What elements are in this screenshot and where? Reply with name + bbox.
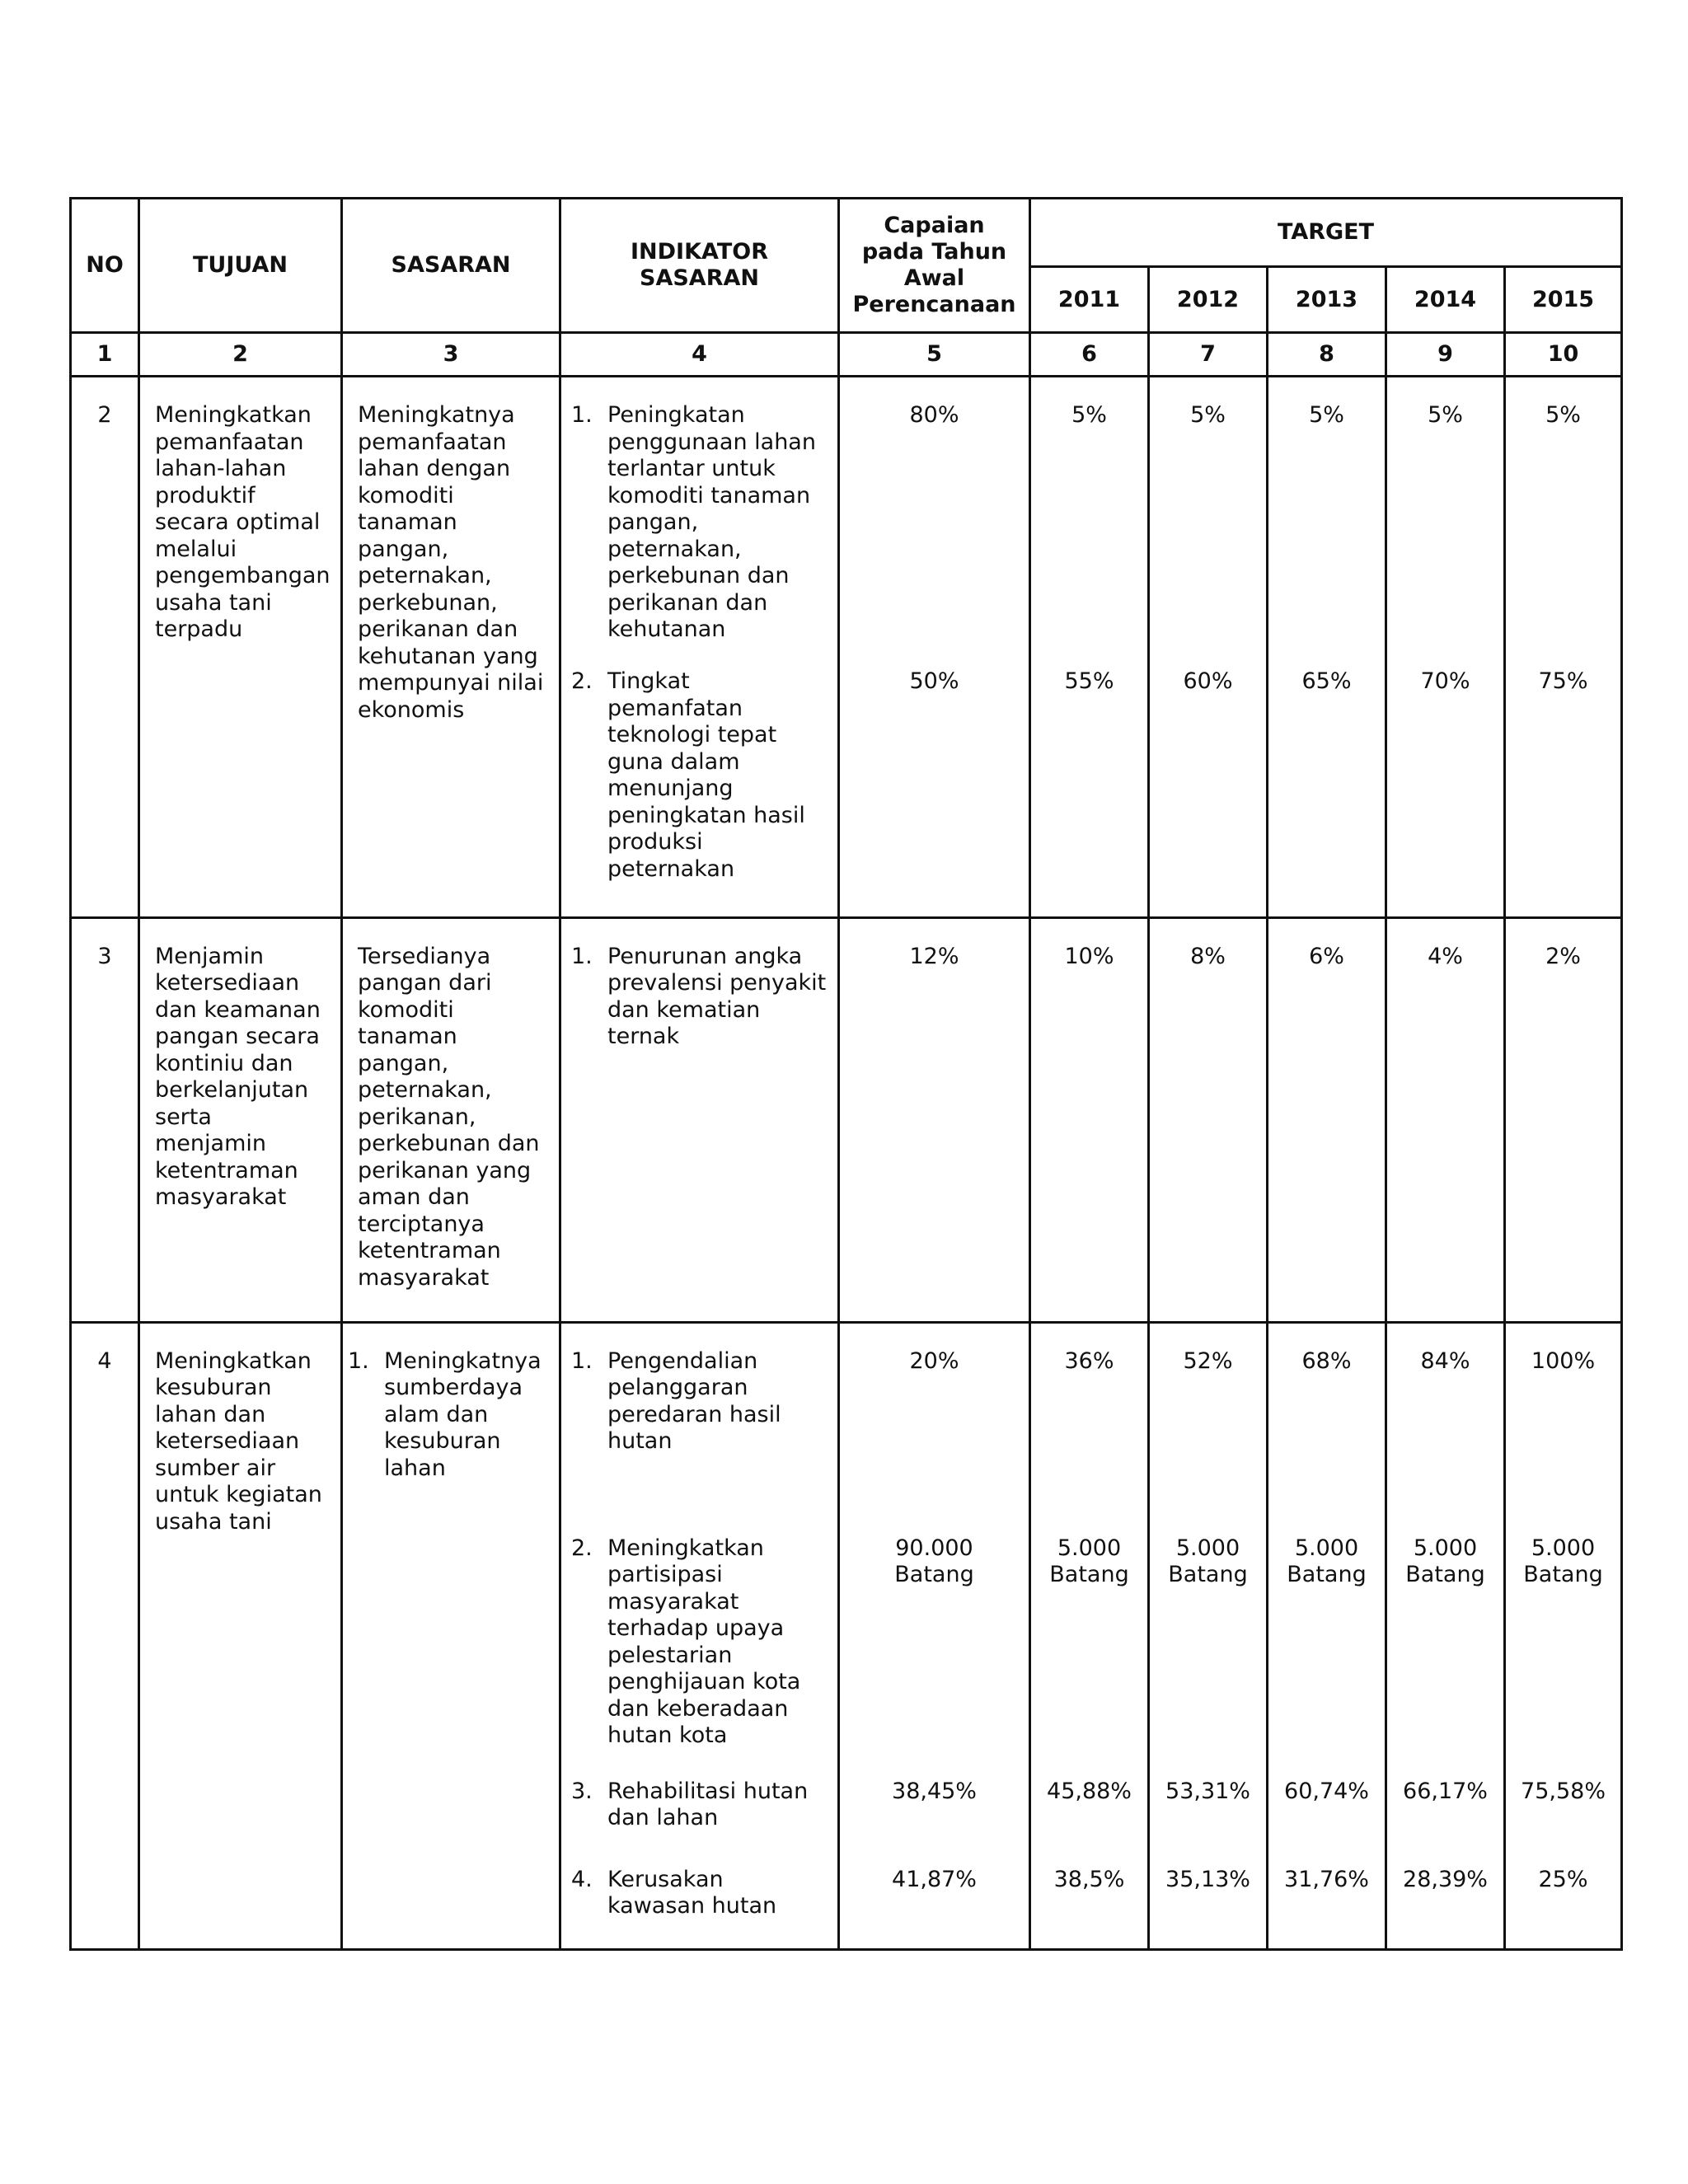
row-number: 3 (71, 917, 139, 1322)
header-year-2011: 2011 (1030, 267, 1149, 333)
target-value: 5% (1071, 402, 1107, 429)
indicator-number: 4. (571, 1866, 593, 1892)
target-value: 53,31% (1165, 1778, 1250, 1804)
target-value: 5% (1545, 402, 1581, 429)
sasaran-text: Tersedianya pangan dari komoditi tanaman pangan, peternakan, perikanan, perkebunan dan perikanan yang aman dan terciptanya ketentraman masyarakat (358, 943, 540, 1291)
indikator-cell (560, 1322, 839, 1949)
target-value: 28,39% (1403, 1866, 1488, 1892)
indicator-item (571, 944, 834, 1051)
target-value: 5% (1428, 402, 1463, 429)
target-value: 5.000 Batang (1168, 1535, 1248, 1588)
target-value: 100% (1531, 1347, 1596, 1374)
indicator-text: Kerusakan kawasan hutan (607, 1866, 777, 1919)
header-no: NO (71, 199, 139, 333)
column-number: 9 (1386, 333, 1505, 377)
target-value: 5.000 Batang (1405, 1535, 1485, 1588)
target-value: 75,58% (1521, 1778, 1606, 1804)
sasaran-cell (342, 377, 560, 917)
target-value: 75% (1538, 668, 1588, 695)
indikator-cell (560, 377, 839, 917)
target-value: 6% (1309, 943, 1344, 969)
target-cell-2015 (1505, 917, 1622, 1322)
target-value: 8% (1190, 943, 1226, 969)
header-capaian: Capaian pada Tahun Awal Perencanaan (839, 199, 1030, 333)
column-number: 5 (839, 333, 1030, 377)
indikator-cell (560, 917, 839, 1322)
sasaran-text: Meningkatnya sumberdaya alam dan kesuburan lahan (384, 1347, 542, 1481)
table-row (71, 377, 1622, 917)
target-value: 45,88% (1047, 1778, 1132, 1804)
target-cell-2011 (1030, 917, 1149, 1322)
indicator-number: 3. (571, 1778, 593, 1804)
tujuan-cell (139, 917, 342, 1322)
column-number: 6 (1030, 333, 1149, 377)
target-value: 5% (1190, 402, 1226, 429)
column-number-row (71, 333, 1622, 377)
capaian-cell (839, 377, 1030, 917)
target-table (69, 197, 1623, 1951)
indicator-text: Rehabilitasi hutan dan lahan (607, 1778, 809, 1831)
indicator-item (571, 1779, 834, 1832)
capaian-value: 38,45% (892, 1778, 977, 1804)
tujuan-cell (139, 377, 342, 917)
target-value: 38,5% (1053, 1866, 1125, 1892)
header-tujuan: TUJUAN (139, 199, 342, 333)
column-number: 10 (1505, 333, 1622, 377)
capaian-value: 80% (909, 402, 959, 429)
target-cell-2012 (1149, 1322, 1268, 1949)
column-number: 2 (139, 333, 342, 377)
target-value: 36% (1064, 1347, 1114, 1374)
target-cell-2013 (1268, 917, 1386, 1322)
target-value: 5.000 Batang (1523, 1535, 1603, 1588)
capaian-value: 90.000 Batang (894, 1535, 974, 1588)
target-value: 66,17% (1403, 1778, 1488, 1804)
sasaran-number: 1. (348, 1347, 369, 1374)
target-value: 2% (1545, 943, 1581, 969)
indicator-item (571, 1535, 834, 1750)
target-cell-2012 (1149, 917, 1268, 1322)
sasaran-text: Meningkatnya pemanfaatan lahan dengan komoditi tanaman pangan, peternakan, perkebunan, perikanan dan kehutanan yang mempunyai nilai ekonomis (358, 402, 544, 723)
target-value: 5.000 Batang (1287, 1535, 1367, 1588)
indicator-number: 1. (571, 943, 593, 969)
indicator-number: 1. (571, 402, 593, 429)
column-number: 4 (560, 333, 839, 377)
indicator-item (571, 1348, 834, 1455)
indicator-text: Meningkatkan partisipasi masyarakat terhadap upaya pelestarian penghijauan kota dan keberadaan hutan kota (607, 1535, 801, 1749)
indicator-text: Peningkatan penggunaan lahan terlantar untuk komoditi tanaman pangan, peternakan, perkebunan dan perikanan dan kehutanan (607, 402, 816, 643)
target-table-page (69, 197, 1620, 1951)
target-value: 70% (1420, 668, 1470, 695)
indicator-item (571, 668, 834, 883)
row-number: 2 (71, 377, 139, 917)
capaian-value: 41,87% (892, 1866, 977, 1892)
column-number: 3 (342, 333, 560, 377)
target-value: 25% (1538, 1866, 1588, 1892)
header-sasaran: SASARAN (342, 199, 560, 333)
header-year-2013: 2013 (1268, 267, 1386, 333)
target-value: 31,76% (1284, 1866, 1369, 1892)
target-cell-2014 (1386, 917, 1505, 1322)
sasaran-item (348, 1348, 552, 1483)
target-cell-2011 (1030, 1322, 1149, 1949)
target-cell-2011 (1030, 377, 1149, 917)
capaian-value: 50% (909, 668, 959, 695)
column-number: 7 (1149, 333, 1268, 377)
target-value: 35,13% (1165, 1866, 1250, 1892)
table-row (71, 917, 1622, 1322)
target-cell-2012 (1149, 377, 1268, 917)
table-row (71, 1322, 1622, 1949)
target-value: 84% (1420, 1347, 1470, 1374)
target-value: 5.000 Batang (1049, 1535, 1129, 1588)
indicator-text: Pengendalian pelanggaran peredaran hasil hutan (607, 1347, 781, 1455)
target-value: 52% (1183, 1347, 1233, 1374)
target-cell-2015 (1505, 377, 1622, 917)
indicator-text: Tingkat pemanfatan teknologi tepat guna dalam menunjang peningkatan hasil produksi peternakan (607, 668, 805, 882)
sasaran-cell (342, 917, 560, 1322)
indicator-item (571, 1867, 834, 1920)
capaian-value: 12% (909, 943, 959, 969)
target-value: 60% (1183, 668, 1233, 695)
header-year-2015: 2015 (1505, 267, 1622, 333)
tujuan-text: Meningkatkan pemanfaatan lahan-lahan produktif secara optimal melalui pengembangan usaha tani terpadu (155, 402, 331, 643)
target-cell-2014 (1386, 377, 1505, 917)
header-year-2014: 2014 (1386, 267, 1505, 333)
target-value: 4% (1428, 943, 1463, 969)
indicator-item (571, 402, 834, 644)
indicator-number: 2. (571, 668, 593, 695)
target-cell-2015 (1505, 1322, 1622, 1949)
indicator-number: 1. (571, 1347, 593, 1374)
column-number: 8 (1268, 333, 1386, 377)
row-number: 4 (71, 1322, 139, 1949)
header-indikator: INDIKATOR SASARAN (560, 199, 839, 333)
target-cell-2014 (1386, 1322, 1505, 1949)
sasaran-cell (342, 1322, 560, 1949)
header-year-2012: 2012 (1149, 267, 1268, 333)
target-cell-2013 (1268, 1322, 1386, 1949)
tujuan-cell (139, 1322, 342, 1949)
capaian-cell (839, 917, 1030, 1322)
target-value: 55% (1064, 668, 1114, 695)
target-cell-2013 (1268, 377, 1386, 917)
target-value: 10% (1064, 943, 1114, 969)
indicator-number: 2. (571, 1535, 593, 1561)
target-value: 5% (1309, 402, 1344, 429)
capaian-value: 20% (909, 1347, 959, 1374)
indicator-text: Penurunan angka prevalensi penyakit dan kematian ternak (607, 943, 827, 1050)
column-number: 1 (71, 333, 139, 377)
capaian-cell (839, 1322, 1030, 1949)
header-target: TARGET (1030, 199, 1622, 267)
target-value: 65% (1301, 668, 1352, 695)
tujuan-text: Menjamin ketersediaan dan keamanan pangan secara kontiniu dan berkelanjutan serta menjamin ketentraman masyarakat (155, 943, 321, 1211)
target-value: 60,74% (1284, 1778, 1369, 1804)
tujuan-text: Meningkatkan kesuburan lahan dan ketersediaan sumber air untuk kegiatan usaha tani (155, 1347, 322, 1535)
target-value: 68% (1301, 1347, 1352, 1374)
